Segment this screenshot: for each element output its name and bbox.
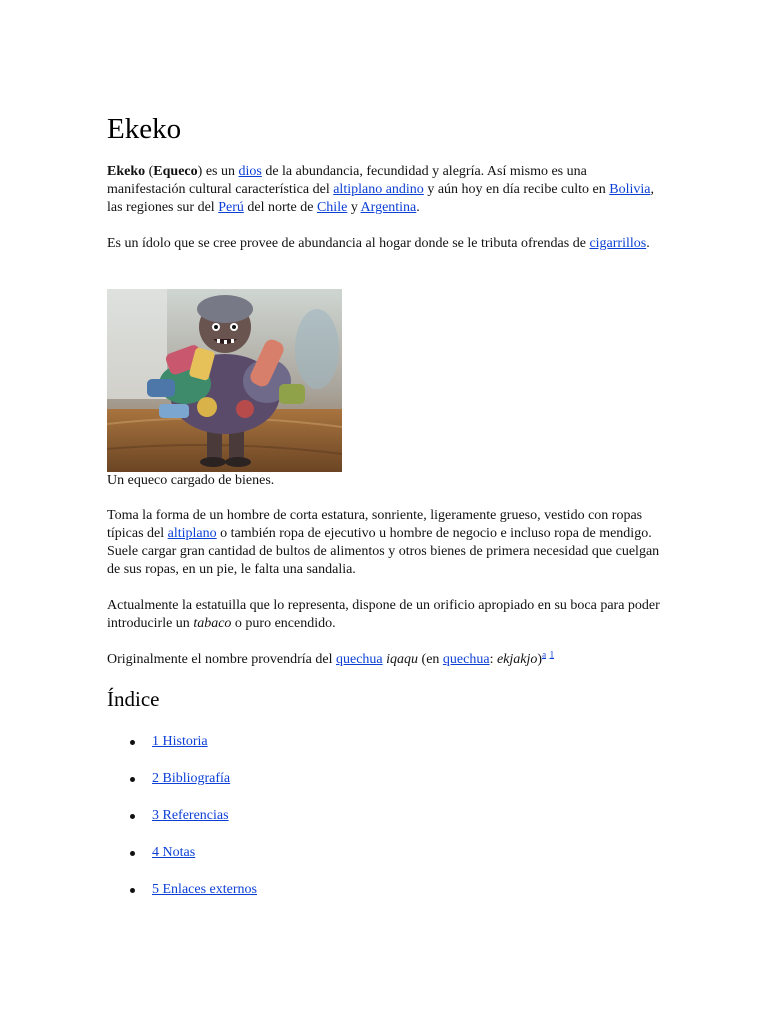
link-cigarrillos[interactable]: cigarrillos xyxy=(589,236,647,251)
toc-link-enlaces-externos[interactable]: 5 Enlaces externos xyxy=(152,882,257,897)
link-peru[interactable]: Perú xyxy=(218,200,244,215)
bullet-icon xyxy=(130,740,135,745)
link-bolivia[interactable]: Bolivia xyxy=(609,182,651,197)
para-text: Actualmente la estatuilla que lo representa, dispone de un orificio apropiado en su boca para poder introducirle un xyxy=(107,598,660,631)
intro-text: de la abundancia, fecundidad y alegría. Así mismo es una manifestación cultural característica del xyxy=(107,164,587,197)
para-text: Toma la forma de un hombre de corta estatura, sonriente, ligeramente grueso, vestido con ropas típicas del xyxy=(107,508,643,541)
toc-item xyxy=(107,844,257,881)
toc-link-notas[interactable]: 4 Notas xyxy=(152,845,196,860)
italic-tabaco: tabaco xyxy=(193,616,232,631)
paragraph-idolo xyxy=(107,235,663,253)
para-text: Originalmente el nombre provendría del xyxy=(107,652,336,667)
link-argentina[interactable]: Argentina xyxy=(360,200,417,215)
intro-text: y aún hoy en día recibe culto en xyxy=(423,182,610,197)
intro-text: es un xyxy=(202,164,239,179)
toc-link-referencias[interactable]: 3 Referencias xyxy=(152,808,229,823)
term-bold: Ekeko xyxy=(107,164,146,179)
bullet-icon xyxy=(130,777,135,782)
footnote-1-link[interactable]: 1 xyxy=(549,649,555,660)
para-text: ) xyxy=(537,652,543,667)
alt-term-bold: Equeco xyxy=(153,164,198,179)
link-quechua[interactable]: quechua xyxy=(335,652,383,667)
footnote-a-link[interactable]: a xyxy=(542,649,547,660)
bullet-icon xyxy=(130,888,135,893)
toc-heading: Índice xyxy=(107,687,160,711)
intro-text: . xyxy=(416,200,420,215)
para-text: Es un ídolo que se cree provee de abundancia al hogar donde se le tributa ofrendas de xyxy=(107,236,590,251)
paragraph-forma xyxy=(107,507,663,579)
toc-item xyxy=(107,881,257,918)
toc-link-bibliografia[interactable]: 2 Bibliografía xyxy=(152,771,231,786)
toc-item xyxy=(107,733,257,770)
para-text: o puro encendido. xyxy=(231,616,336,631)
toc-item xyxy=(107,770,257,807)
intro-text: , las regiones sur del xyxy=(107,182,654,215)
toc-link-historia[interactable]: 1 Historia xyxy=(152,734,208,749)
para-text: o también ropa de ejecutivo u hombre de negocio e incluso ropa de mendigo. Suele cargar gran cantidad de bultos de alimentos y otros bienes de primera necesidad que cuelgan de sus ropas, en un pie, le falta una sandalia. xyxy=(107,526,660,577)
link-altiplano[interactable]: altiplano xyxy=(167,526,217,541)
bullet-icon xyxy=(130,814,135,819)
intro-paragraph: Ekeko (Equeco) es un dios de la abundancia, fecundidad y alegría. Así mismo es una manifestación cultural característica del altiplano andino y aún hoy en día recibe culto en Bolivia, las regiones sur del Perú del norte de Chile y Argentina. xyxy=(107,164,654,215)
italic-ekjakjo: ekjakjo xyxy=(496,652,538,667)
figure-caption: Un equeco cargado de bienes. xyxy=(107,473,275,488)
para-text: (en xyxy=(418,652,443,667)
link-altiplano-andino[interactable]: altiplano andino xyxy=(333,182,424,197)
link-quechua[interactable]: quechua xyxy=(442,652,490,667)
link-dios[interactable]: dios xyxy=(238,164,262,179)
intro-text: y xyxy=(347,200,361,215)
table-of-contents xyxy=(107,733,257,918)
bullet-icon xyxy=(130,851,135,856)
para-text: . xyxy=(646,236,650,251)
para-text: : xyxy=(489,652,497,667)
paragraph-estatuilla xyxy=(107,597,663,633)
page-title: Ekeko xyxy=(107,113,182,145)
ekeko-figure-image[interactable] xyxy=(107,289,342,472)
link-chile[interactable]: Chile xyxy=(316,200,348,215)
intro-text: del norte de xyxy=(243,200,317,215)
italic-iqaqu: iqaqu xyxy=(386,652,419,667)
paragraph-origen xyxy=(107,651,663,669)
toc-item xyxy=(107,807,257,844)
